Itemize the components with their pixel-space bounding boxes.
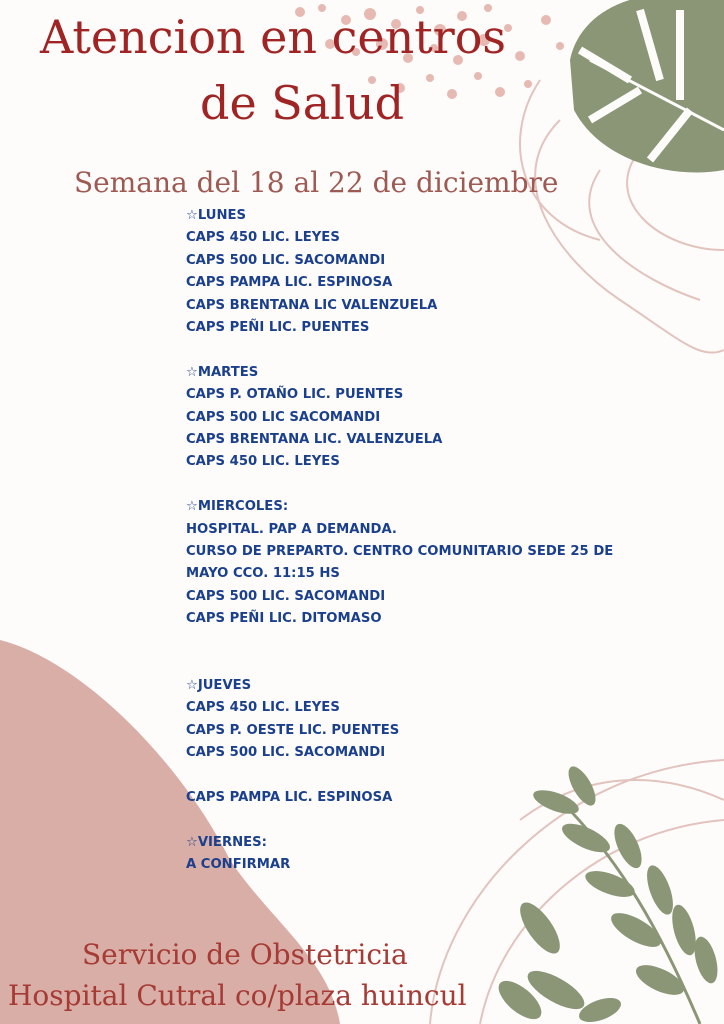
schedule-line: MAYO CCO. 11:15 HS — [186, 566, 340, 582]
schedule-line: CAPS P. OESTE LIC. PUENTES — [186, 722, 400, 738]
schedule-line: CURSO DE PREPARTO. CENTRO COMUNITARIO SEDE 25 DE — [186, 544, 614, 560]
week-subtitle: Semana del 18 al 22 de diciembre — [74, 166, 559, 199]
title-line-2: de Salud — [200, 76, 405, 130]
day-header: ☆VIERNES: — [186, 834, 267, 850]
day-block-martes — [186, 362, 626, 474]
schedule-line: HOSPITAL. PAP A DEMANDA. — [186, 521, 397, 537]
day-header: ☆JUEVES — [186, 677, 252, 693]
day-header: ☆LUNES — [186, 208, 247, 223]
schedule-line: CAPS PAMPA LIC. ESPINOSA — [186, 275, 393, 291]
footer-service: Servicio de Obstetricia — [82, 938, 408, 971]
schedule-line: CAPS P. OTAÑO LIC. PUENTES — [186, 387, 404, 403]
day-block-miercoles — [186, 496, 626, 630]
day-block-jueves — [186, 675, 626, 809]
schedule — [186, 205, 626, 876]
schedule-line: CAPS 500 LIC. SACOMANDI — [186, 744, 386, 760]
schedule-line: CAPS BRENTANA LIC VALENZUELA — [186, 297, 438, 313]
schedule-line: CAPS 450 LIC. LEYES — [186, 230, 340, 246]
schedule-line: A CONFIRMAR — [186, 856, 291, 872]
day-block-lunes — [186, 205, 626, 339]
schedule-line: CAPS PEÑI LIC. PUENTES — [186, 320, 370, 336]
day-header: ☆MARTES — [186, 364, 259, 380]
day-header: ☆MIERCOLES: — [186, 499, 289, 515]
schedule-line: CAPS BRENTANA LIC. VALENZUELA — [186, 432, 443, 448]
schedule-line: CAPS 450 LIC. LEYES — [186, 700, 340, 716]
footer-hospital: Hospital Cutral co/plaza huincul — [8, 979, 467, 1012]
schedule-line: CAPS 500 LIC SACOMANDI — [186, 409, 381, 425]
schedule-line: CAPS PEÑI LIC. DITOMASO — [186, 611, 382, 627]
day-block-viernes — [186, 832, 626, 877]
monstera-leaf — [570, 0, 724, 172]
schedule-line: CAPS 500 LIC. SACOMANDI — [186, 252, 386, 268]
schedule-line: CAPS 450 LIC. LEYES — [186, 454, 340, 470]
title-line-1: Atencion en centros — [40, 10, 507, 64]
schedule-line: CAPS 500 LIC. SACOMANDI — [186, 588, 386, 604]
schedule-line: CAPS PAMPA LIC. ESPINOSA — [186, 789, 393, 805]
schedule-line — [186, 764, 626, 786]
